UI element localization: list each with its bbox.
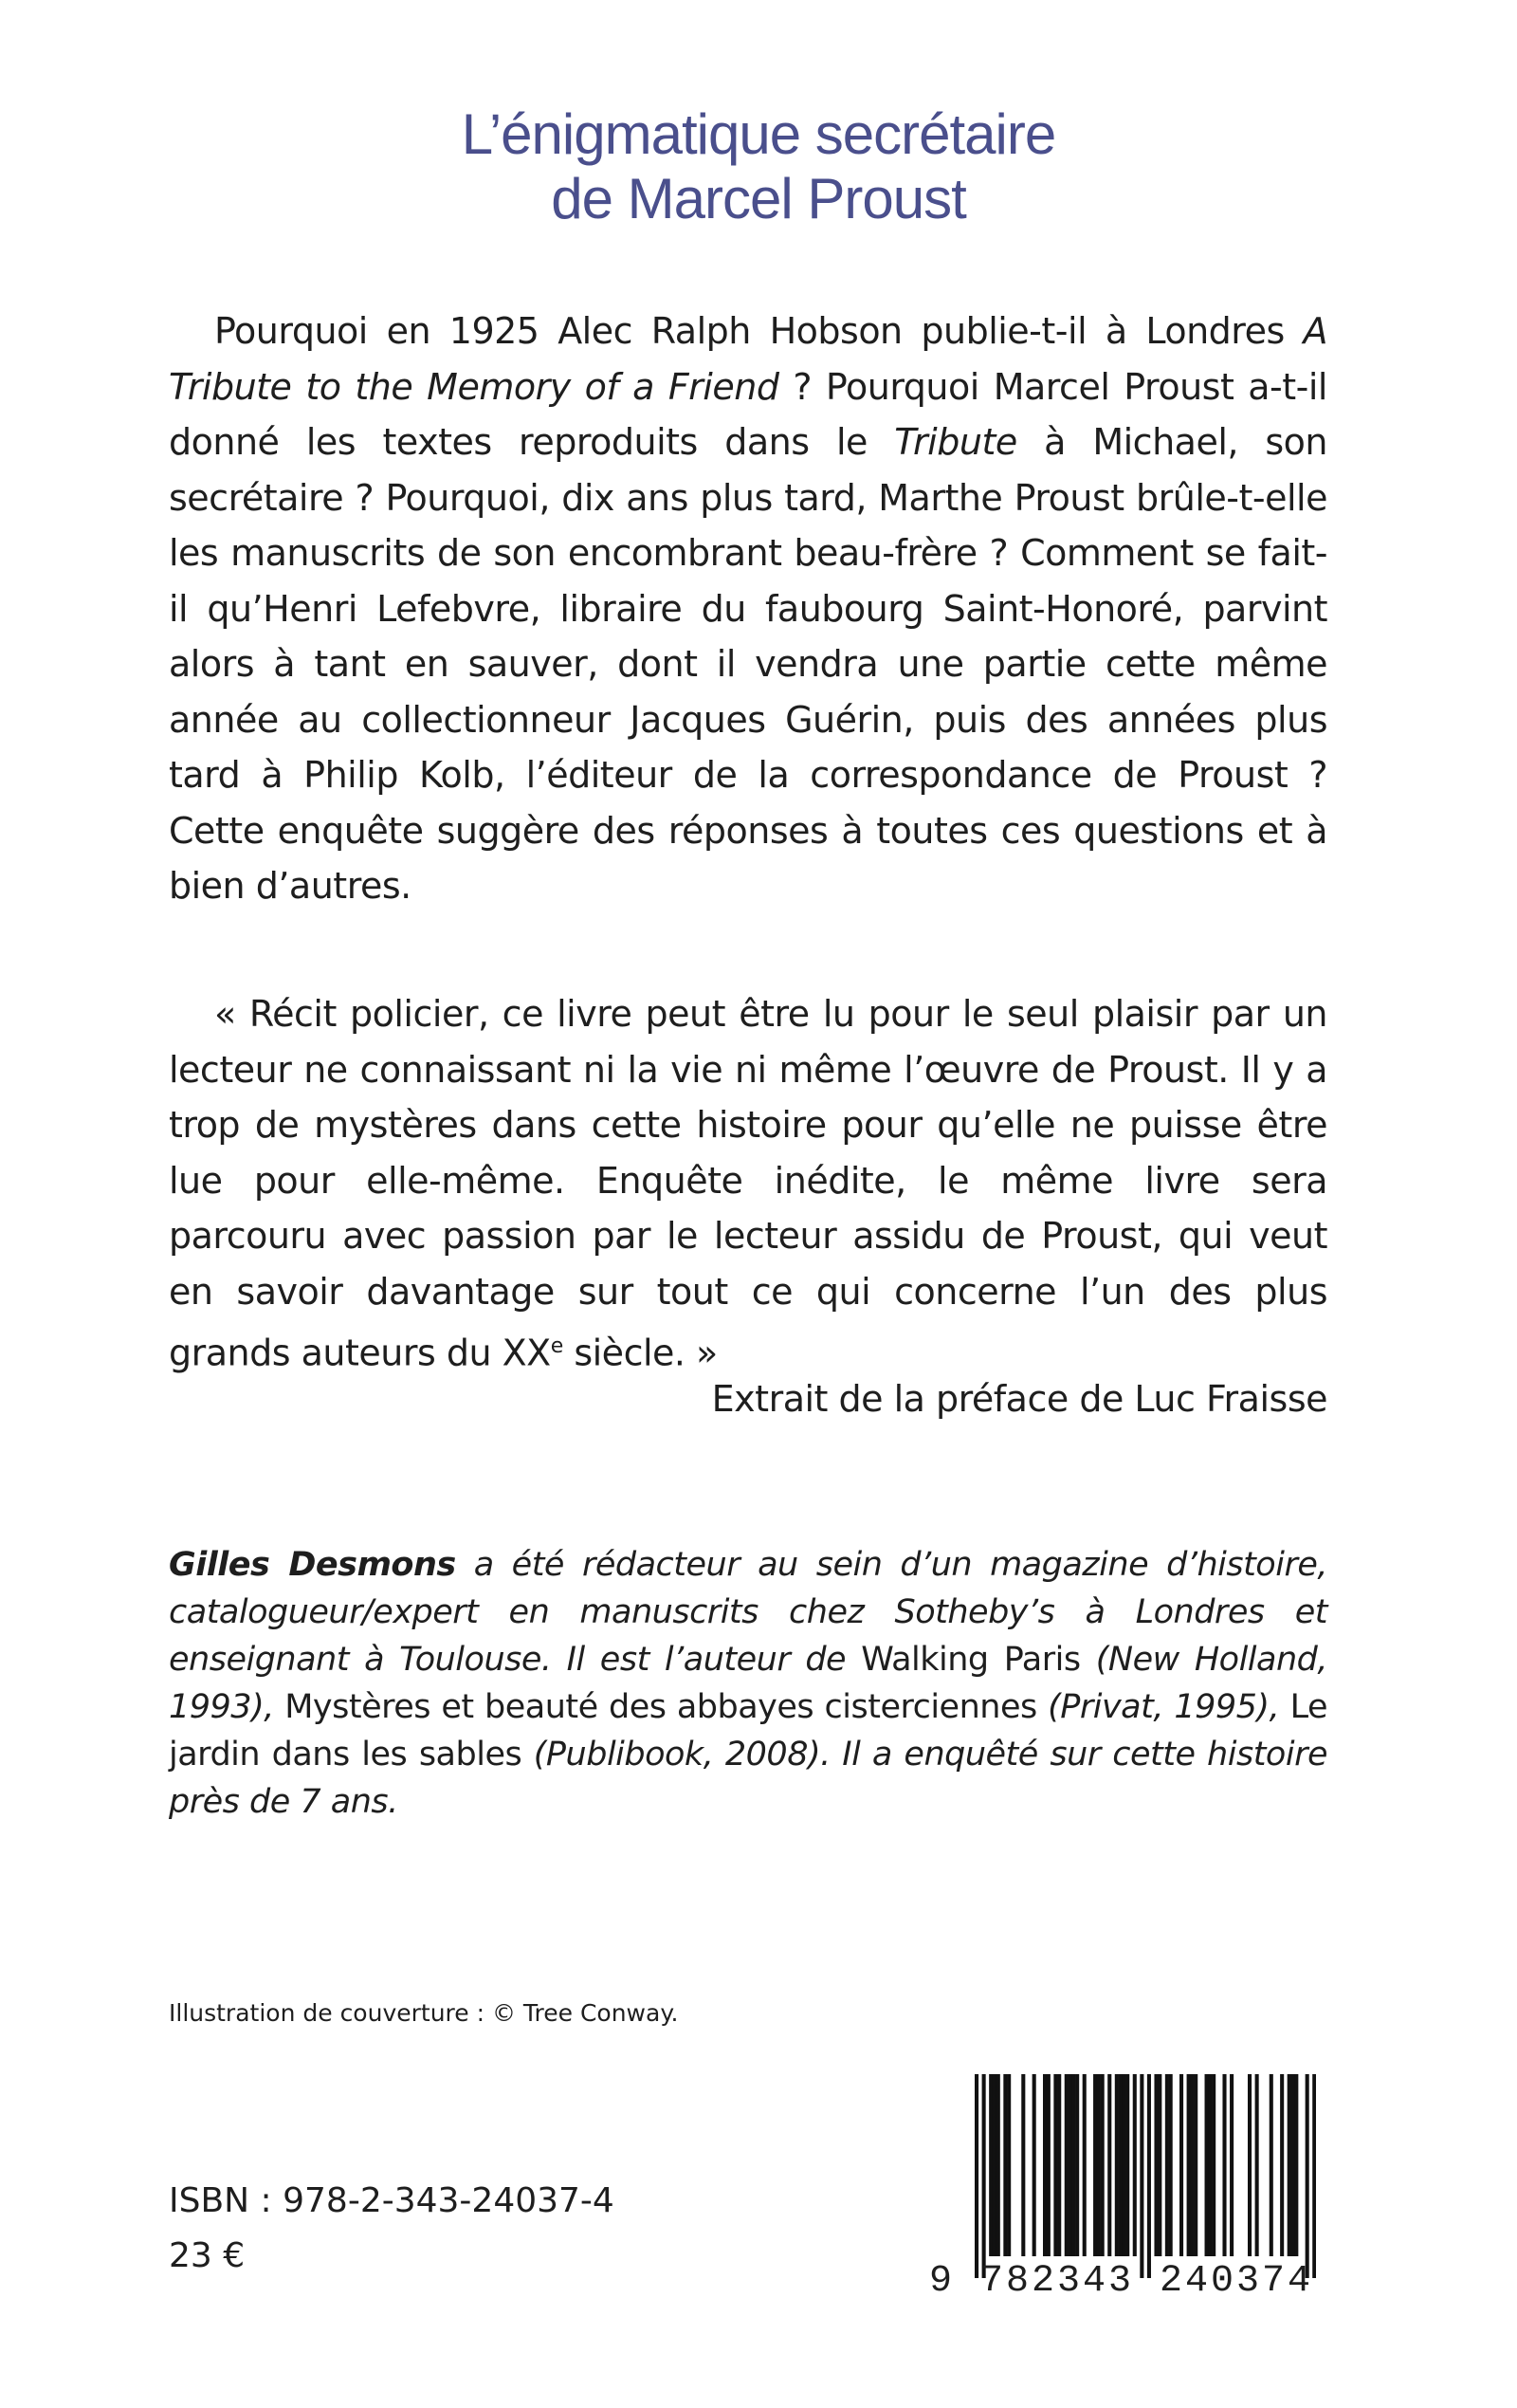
barcode-bar (1154, 2074, 1158, 2256)
barcode-bar (1101, 2074, 1105, 2256)
barcode-bar (1179, 2074, 1183, 2256)
barcode-bar (1222, 2074, 1226, 2256)
tribute-title-italic: A Tribute to the Memory of a Friend (169, 310, 1327, 408)
book-title-line-1: L’énigmatique secrétaire (461, 102, 1056, 166)
barcode-bar (1212, 2074, 1215, 2256)
barcode-bar (1147, 2074, 1151, 2278)
cover-credit: Illustration de couverture : © Tree Conway. (169, 1999, 679, 2027)
summary-text-3: à Michael, son secrétaire ? Pourquoi, dix ans plus tard, Marthe Proust brûle-t-elle les manuscrits de son encombrant beau-frère ? Comment se fait-il qu’Henri Lefebvre, libraire du faubourg Saint-Honoré, parvint alors à tant en sauver, dont il vendra une partie cette même année au collectionneur Jacques Guérin, puis des années plus tard à Philip Kolb, l’éditeur de la correspondance de Proust ? Cette enquête suggère des réponses à toutes ces questions et à bien d’autres. (169, 421, 1328, 907)
author-bio (169, 1541, 1327, 1826)
barcode-bar (1133, 2074, 1137, 2256)
barcode-bar (1065, 2074, 1069, 2256)
barcode-bar (1093, 2074, 1097, 2256)
summary-text-2: ? Pourquoi Marcel Proust a-t-il donné les textes reproduits dans le (169, 365, 1327, 463)
barcode-bar (1115, 2074, 1119, 2256)
barcode-bar (1125, 2074, 1129, 2256)
barcode-bar (1169, 2074, 1173, 2256)
bio-text-3: (Privat, 1995), (1036, 1688, 1290, 1726)
barcode-bar (1057, 2074, 1061, 2256)
bio-text-1: a été rédacteur au sein d’un magazine d’histoire, catalogueur/expert en manuscrits chez Sotheby’s à Londres et enseignant à Toulouse. Il est l’auteur de (169, 1546, 1327, 1679)
barcode-bar (1288, 2074, 1291, 2256)
barcode-bar (1294, 2074, 1298, 2256)
barcode-bar (1047, 2074, 1051, 2256)
barcode-bar (1007, 2074, 1011, 2256)
barcode-bars (975, 2074, 1316, 2283)
barcode-bar (1097, 2074, 1101, 2256)
isbn: ISBN : 978-2-343-24037-4 (169, 2181, 614, 2220)
bio-book-1: Walking Paris (861, 1641, 1081, 1679)
summary-paragraph (169, 303, 1327, 914)
quote-attribution: Extrait de la préface de Luc Fraisse (711, 1378, 1327, 1420)
barcode-bar (1033, 2074, 1036, 2256)
barcode-bar (1194, 2074, 1197, 2256)
barcode-bar (993, 2074, 996, 2256)
barcode-bar (1230, 2074, 1234, 2256)
barcode-bar (1119, 2074, 1123, 2256)
barcode-bar (1069, 2074, 1072, 2256)
summary-text-1: Pourquoi en 1925 Alec Ralph Hobson publie-t-il à Londres (214, 310, 1304, 352)
barcode-bar (1312, 2074, 1316, 2278)
barcode-bar (982, 2074, 986, 2278)
author-name: Gilles Desmons (169, 1546, 456, 1584)
barcode-bar (1205, 2074, 1209, 2256)
bio-book-2: Mystères et beauté des abbayes cisterciennes (284, 1688, 1037, 1726)
barcode-bar (1140, 2074, 1143, 2278)
barcode-bar (1043, 2074, 1047, 2256)
barcode-bar (1165, 2074, 1169, 2256)
barcode-bar (1071, 2074, 1075, 2256)
barcode-bar (1290, 2074, 1294, 2256)
barcode-bar (1021, 2074, 1025, 2256)
quote-superscript: e (550, 1334, 563, 1358)
barcode-bar (1306, 2074, 1309, 2278)
barcode-bar (1158, 2074, 1161, 2256)
barcode-bar (1190, 2074, 1194, 2256)
barcode-bar (996, 2074, 1000, 2256)
quote-tail: siècle. » (562, 1332, 718, 1374)
barcode-bar (975, 2074, 978, 2278)
book-title (0, 102, 1517, 231)
barcode-bar (1187, 2074, 1191, 2256)
barcode-bar (1208, 2074, 1212, 2256)
book-title-line-2: de Marcel Proust (551, 167, 966, 230)
barcode-digits: 9 782343 240374 (929, 2260, 1314, 2303)
barcode-bar (1122, 2074, 1125, 2256)
tribute-italic: Tribute (894, 421, 1017, 463)
quote-text: « Récit policier, ce livre peut être lu pour le seul plaisir par un lecteur ne connaissant ni la vie ni même l’œuvre de Proust. Il y a trop de mystères dans cette histoire pour qu’elle ne puisse être lue pour elle-même. Enquête inédite, le même livre sera parcouru avec passion par le lecteur assidu de Proust, qui veut en savoir davantage sur tout ce qui concerne l’un des plus grands auteurs du XX (169, 993, 1327, 1374)
barcode-bar (1053, 2074, 1057, 2256)
barcode-bar (1248, 2074, 1252, 2256)
barcode-bar (989, 2074, 993, 2256)
barcode-bar (1255, 2074, 1259, 2256)
bio-book-3: Le jardin dans les sables (169, 1688, 1327, 1774)
barcode-bar (1075, 2074, 1079, 2256)
barcode (929, 2074, 1327, 2302)
bio-text-2: (New Holland, 1993), (169, 1641, 1327, 1726)
barcode-bar (1003, 2074, 1007, 2256)
barcode-bar (1280, 2074, 1284, 2256)
preface-quote (169, 986, 1327, 1381)
bio-text-4: (Publibook, 2008). Il a enquêté sur cette histoire près de 7 ans. (169, 1736, 1327, 1821)
barcode-bar (1083, 2074, 1087, 2256)
barcode-bar (1270, 2074, 1273, 2256)
barcode-bar (1107, 2074, 1111, 2256)
price: 23 € (169, 2236, 246, 2275)
